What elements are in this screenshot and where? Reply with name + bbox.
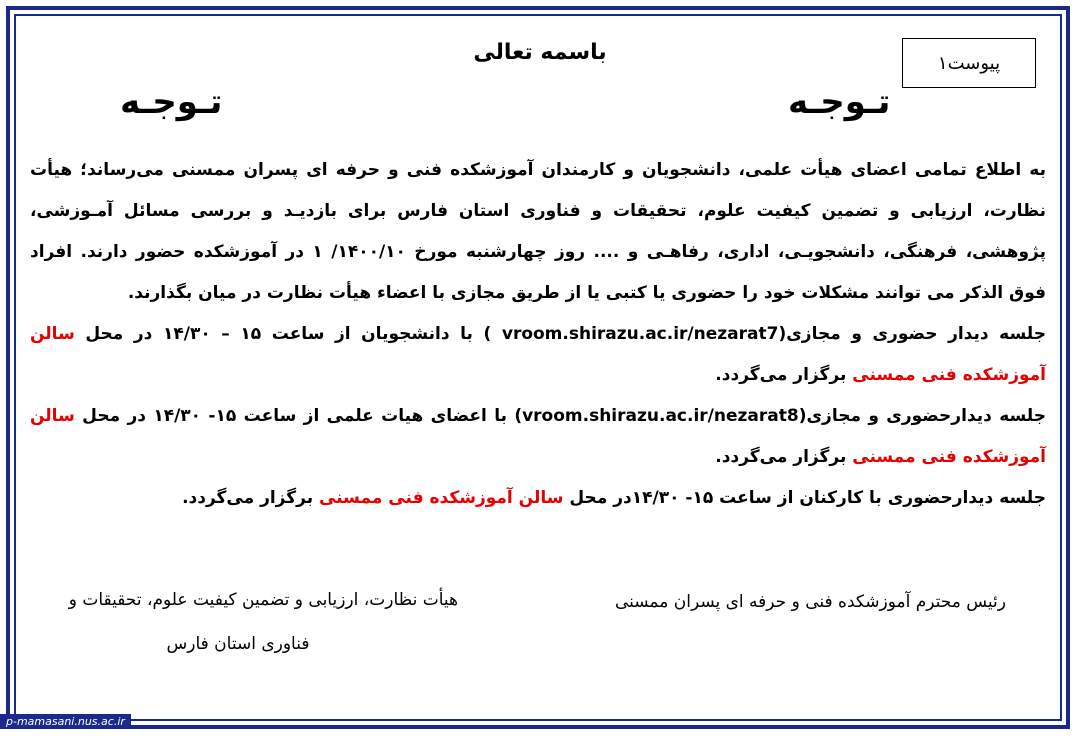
staff-meeting-end: برگزار می‌گردد. [182, 488, 320, 508]
announcement-body [30, 150, 1046, 519]
attention-heading-right: تـوجـه [788, 82, 891, 122]
attachment-label: پیوست۱ [937, 52, 1001, 74]
faculty-meeting-text: جلسه دیدارحضوری و مجازی(vroom.shirazu.ac.ir/nezarat8) با اعضای هیات علمی از ساعت ۱۵- ۱۴/۳۰ در محل [74, 406, 1046, 426]
venue-highlight: سالن آموزشکده فنی ممسنی [30, 324, 1046, 385]
paragraph-intro: به اطلاع تمامی اعضای هیأت علمی، دانشجویان و کارمندان آموزشکده فنی و حرفه ای پسران ممسنی می‌رساند؛ هیأت نظارت، ارزیابی و تضمین کیفیت علوم، تحقیقات و فناوری استان فارس برای بازدیـد و بررسی مسائل آمـوزشی، پژوهشی، فرهنگی، دانشجویـی، اداری، رفاهـی و .... روز چهارشنبه مورخ ۱۴۰۰/۱۰/ ۱ در آموزشکده حضور دارند. افراد فوق الذکر می توانند مشکلات خود را حضوری یا کتبی یا از طریق مجازی با اعضاء هیأت نظارت در میان بگذارند. [30, 160, 1046, 303]
paragraph-faculty-meeting [30, 396, 1046, 478]
signature-left [38, 578, 458, 666]
faculty-meeting-end: برگزار می‌گردد. [715, 447, 853, 467]
students-meeting-end: برگزار می‌گردد. [715, 365, 853, 385]
staff-meeting-text: جلسه دیدارحضوری با کارکنان از ساعت ۱۵- ۱۴/۳۰در محل [563, 488, 1046, 508]
paragraph-staff-meeting [30, 478, 1046, 519]
venue-highlight: سالن آموزشکده فنی ممسنی [319, 488, 564, 508]
attachment-box [902, 38, 1036, 88]
signature-left-line1: هیأت نظارت، ارزیابی و تضمین کیفیت علوم، تحقیقات و [68, 590, 458, 610]
venue-highlight: سالن آموزشکده فنی ممسنی [30, 406, 1046, 467]
paragraph-students-meeting [30, 314, 1046, 396]
site-watermark: p-mamasani.nus.ac.ir [0, 714, 131, 729]
signature-right: رئیس محترم آموزشکده فنی و حرفه ای پسران ممسنی [614, 592, 1006, 612]
students-meeting-text: جلسه دیدار حضوری و مجازی(vroom.shirazu.ac.ir/nezarat7 ) با دانشجویان از ساعت ۱۵ – ۱۴/۳۰ در محل [74, 324, 1046, 344]
attention-heading-left: تـوجـه [120, 82, 223, 122]
signature-left-line2: فناوری استان فارس [166, 634, 310, 654]
document-title: باسمه تعالی [473, 40, 607, 65]
